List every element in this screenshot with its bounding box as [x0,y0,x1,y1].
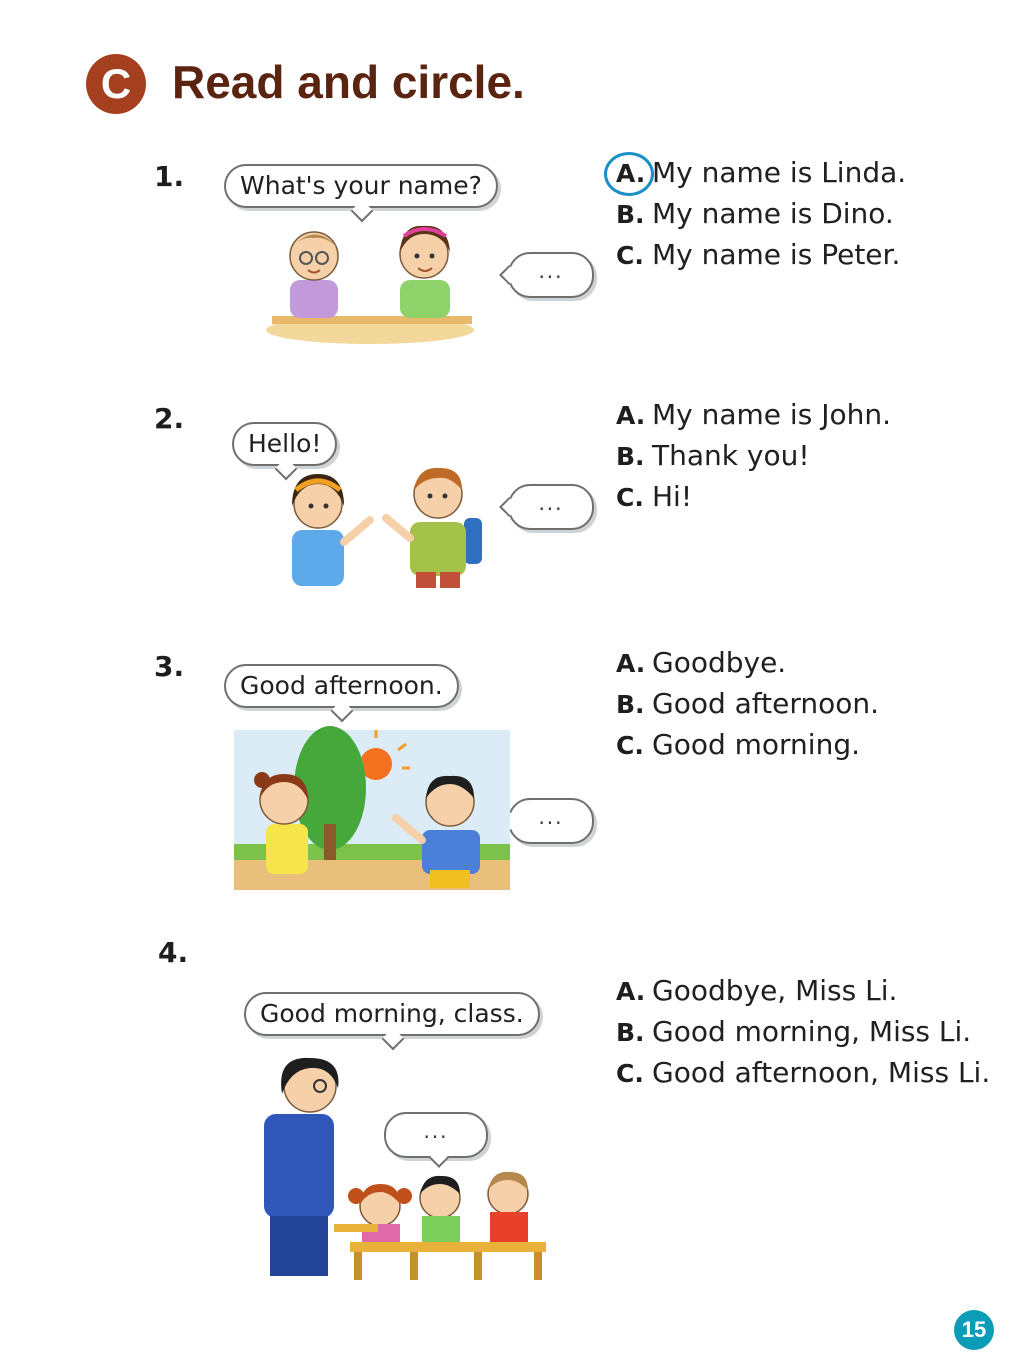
scene-kids-waving [278,460,488,592]
speech-bubble-4: Good morning, class. [244,992,540,1036]
reply-bubble-1: ... [508,252,594,298]
option-text: My name is Dino. [652,197,894,230]
teacher-figure [264,1058,338,1276]
exercise-title: Read and circle. [172,56,525,108]
reply-bubble-2: ... [508,484,594,530]
option-4c[interactable] [616,1056,990,1097]
speech-bubble-3: Good afternoon. [224,664,459,708]
option-letter: B. [616,1018,645,1047]
reply-bubble-4: ... [384,1112,488,1158]
option-letter: A. [616,977,646,1006]
question-number-2: 2. [154,402,185,435]
reply-bubble-3: ... [508,798,594,844]
boy-figure [290,232,338,318]
student-figure-2 [420,1176,460,1244]
option-letter: C. [616,1059,644,1088]
options-q4 [616,974,990,1097]
option-text: Good afternoon. [652,687,880,720]
option-1c[interactable] [616,238,906,279]
option-text: Goodbye. [652,646,787,679]
speech-bubble-2: Hello! [232,422,337,466]
page-number-badge: 15 [954,1310,994,1350]
option-2b[interactable] [616,439,891,480]
option-text: My name is Peter. [652,238,901,271]
student-figure-1 [348,1184,412,1244]
option-3c[interactable] [616,728,879,769]
girl-figure [292,474,370,586]
answer-circle [604,152,654,196]
option-letter: C. [616,731,644,760]
option-text: My name is John. [652,398,891,431]
option-text: Good morning. [652,728,861,761]
question-number-3: 3. [154,650,185,683]
option-letter: B. [616,200,645,229]
option-1a[interactable] [616,156,906,197]
boy-figure [386,468,482,588]
option-text: Good morning, Miss Li. [652,1015,972,1048]
options-q2 [616,398,891,521]
student-figure-3 [488,1172,528,1244]
option-3b[interactable] [616,687,879,728]
option-letter: A. [616,649,646,678]
option-2a[interactable] [616,398,891,439]
option-4a[interactable] [616,974,990,1015]
scene-two-kids-table [260,218,490,346]
option-letter: C. [616,483,644,512]
option-letter: A. [616,159,646,188]
options-q3 [616,646,879,769]
girl-figure [400,226,450,318]
option-2c[interactable] [616,480,891,521]
section-badge: C [86,54,146,114]
scene-classroom [262,1048,546,1284]
option-text: My name is Linda. [652,156,907,189]
option-text: Goodbye, Miss Li. [652,974,898,1007]
option-letter: C. [616,241,644,270]
question-number-1: 1. [154,160,185,193]
option-letter: B. [616,442,645,471]
speech-bubble-1: What's your name? [224,164,498,208]
option-text: Good afternoon, Miss Li. [652,1056,991,1089]
option-text: Thank you! [652,439,810,472]
scene-afternoon-park [234,720,510,892]
option-letter: A. [616,401,646,430]
option-letter: B. [616,690,645,719]
option-text: Hi! [652,480,693,513]
question-number-4: 4. [158,936,189,969]
option-4b[interactable] [616,1015,990,1056]
option-3a[interactable] [616,646,879,687]
option-1b[interactable] [616,197,906,238]
options-q1 [616,156,906,279]
